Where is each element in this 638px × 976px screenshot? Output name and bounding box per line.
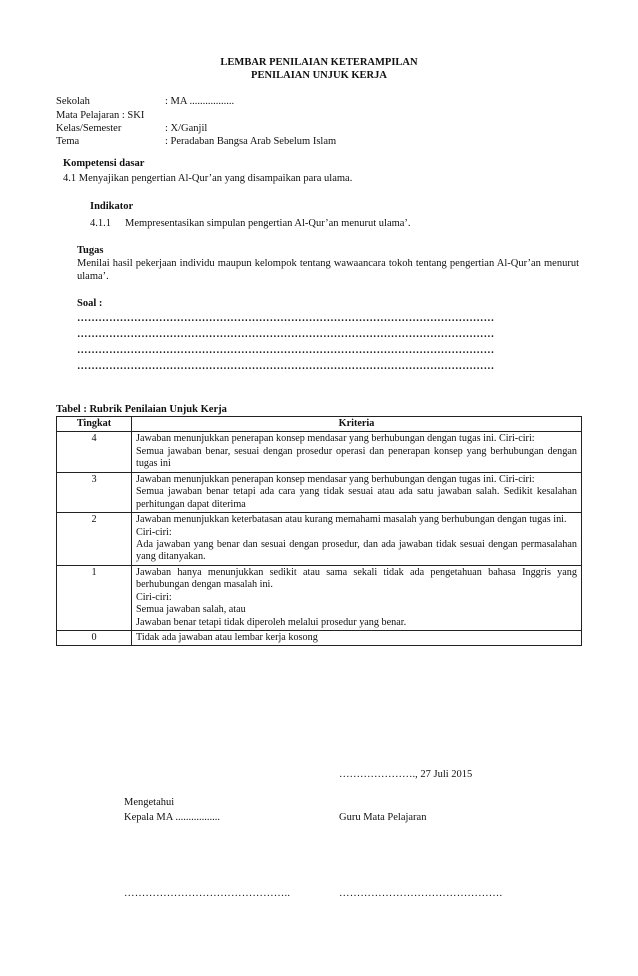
info-label-kelas: Kelas/Semester — [56, 123, 122, 134]
criteria-line: Ada jawaban yang benar dan sesuai dengan prosedur, dan ada jawaban tidak sesuai dengan permasalahan yang ditanyakan. — [136, 538, 577, 563]
criteria-line: Semua jawaban benar tetapi ada cara yang tidak sesuai atau ada satu jawaban salah. Sedikit kesalahan perhitungan dapat diterima — [136, 486, 577, 510]
level-cell: 2 — [57, 513, 132, 566]
page-title: LEMBAR PENILAIAN KETERAMPILAN — [220, 57, 418, 68]
tugas-heading: Tugas — [77, 245, 104, 256]
criteria-cell — [132, 513, 582, 566]
criteria-line: Jawaban menunjukkan penerapan konsep mendasar yang berhubungan dengan tugas ini. Ciri-ciri: — [136, 433, 535, 445]
criteria-line: Jawaban benar tetapi tidak diperoleh melalui prosedur yang benar. — [136, 616, 407, 628]
signature-line-left: ……………………………………….. — [124, 888, 291, 899]
table-row — [57, 631, 582, 646]
level-cell: 1 — [57, 565, 132, 630]
soal-heading: Soal : — [77, 298, 103, 309]
soal-line: ……………………………………………………………………………………………………… — [77, 345, 495, 356]
info-label-tema: Tema — [56, 136, 80, 147]
criteria-line: Ciri-ciri: — [136, 591, 172, 603]
criteria-line: Semua jawaban benar, sesuai dengan prosedur operasi dan penerapan konsep yang berhubungan dengan tugas ini — [136, 445, 577, 470]
rubric-header-row — [57, 417, 582, 432]
page-subtitle: PENILAIAN UNJUK KERJA — [251, 70, 387, 81]
table-row — [57, 472, 582, 512]
table-row — [57, 432, 582, 472]
criteria-line: Ciri-ciri: — [136, 526, 172, 538]
header-tingkat: Tingkat — [57, 417, 132, 432]
kepala-label: Kepala MA ................. — [124, 812, 220, 823]
info-value-sekolah: : MA ................. — [165, 96, 235, 107]
criteria-line: Semua jawaban salah, atau — [136, 604, 246, 616]
level-cell: 0 — [57, 631, 132, 646]
rubric-caption: Tabel : Rubrik Penilaian Unjuk Kerja — [56, 404, 227, 415]
info-label-mapel: Mata Pelajaran : SKI — [56, 110, 145, 121]
criteria-cell — [132, 472, 582, 512]
indikator-number: 4.1.1 — [90, 218, 111, 229]
guru-label: Guru Mata Pelajaran — [339, 812, 427, 823]
rubric-table — [56, 416, 582, 646]
criteria-cell — [132, 631, 582, 646]
soal-line: ……………………………………………………………………………………………………… — [77, 313, 495, 324]
level-cell: 4 — [57, 432, 132, 472]
criteria-cell — [132, 565, 582, 630]
info-value-tema: : Peradaban Bangsa Arab Sebelum Islam — [165, 136, 337, 147]
kompetensi-text: 4.1 Menyajikan pengertian Al-Qur’an yang disampaikan para ulama. — [63, 173, 353, 184]
table-row — [57, 565, 582, 630]
signature-line-right: ………………………………………. — [339, 888, 503, 899]
level-cell: 3 — [57, 472, 132, 512]
criteria-line: Jawaban hanya menunjukkan sedikit atau sama sekali tidak ada pengetahuan bahasa Inggris yang berhubungan dengan masalah ini. — [136, 566, 577, 591]
indikator-text: Mempresentasikan simpulan pengertian Al-Qur’an menurut ulama’. — [125, 218, 411, 229]
info-label-sekolah: Sekolah — [56, 96, 90, 107]
indikator-heading: Indikator — [90, 201, 134, 212]
mengetahui-label: Mengetahui — [124, 797, 175, 808]
criteria-line: Jawaban menunjukkan keterbatasan atau kurang memahami masalah yang berhubungan dengan tugas ini. — [136, 514, 567, 526]
info-value-kelas: : X/Ganjil — [165, 123, 208, 134]
criteria-line: Tidak ada jawaban atau lembar kerja kosong — [136, 632, 318, 643]
criteria-cell — [132, 432, 582, 472]
soal-line: ……………………………………………………………………………………………………… — [77, 361, 495, 372]
signature-date: …………………., 27 Juli 2015 — [339, 769, 473, 780]
header-kriteria: Kriteria — [132, 417, 582, 432]
tugas-text: Menilai hasil pekerjaan individu maupun kelompok tentang wawaancara tokoh tentang pengertian Al-Qur’an menurut ulama’. — [77, 258, 579, 283]
soal-line: ……………………………………………………………………………………………………… — [77, 329, 495, 340]
table-row — [57, 513, 582, 566]
criteria-line: Jawaban menunjukkan penerapan konsep mendasar yang berhubungan dengan tugas ini. Ciri-ciri: — [136, 473, 535, 485]
kompetensi-heading: Kompetensi dasar — [63, 158, 145, 169]
